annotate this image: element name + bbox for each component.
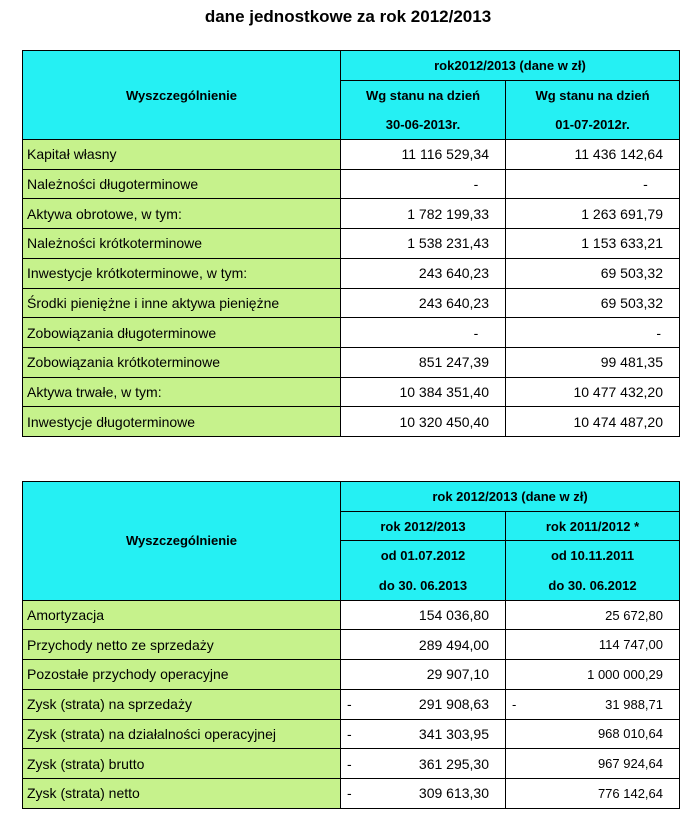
row-value-2013: 1 538 231,43 xyxy=(341,229,506,259)
row-value-2012-2013 xyxy=(341,660,506,690)
row-label: Zysk (strata) brutto xyxy=(23,749,341,779)
table-row xyxy=(23,630,680,660)
row-value-2012: 99 481,35 xyxy=(506,347,680,377)
row-label: Należności długoterminowe xyxy=(23,169,341,199)
row-label: Inwestycje długoterminowe xyxy=(23,407,341,437)
value: 29 907,10 xyxy=(426,666,489,683)
table2-col2-from: od 10.11.2011 xyxy=(506,541,680,571)
row-value-2013: 243 640,23 xyxy=(341,288,506,318)
table1-col1-date: 30-06-2013r. xyxy=(341,110,506,140)
table2-col1-to: do 30. 06.2013 xyxy=(341,571,506,601)
table2-group-header: rok 2012/2013 (dane w zł) xyxy=(341,482,680,512)
value: 776 142,64 xyxy=(597,785,664,801)
row-label: Zysk (strata) na działalności operacyjnej xyxy=(23,719,341,749)
row-value-2012-2013 xyxy=(341,600,506,630)
table-row xyxy=(23,407,680,437)
value: 154 036,80 xyxy=(418,607,489,624)
row-label: Zobowiązania długoterminowe xyxy=(23,318,341,348)
row-value-2012-2013 xyxy=(341,689,506,719)
row-value-2013: 851 247,39 xyxy=(341,347,506,377)
row-label: Zobowiązania krótkoterminowe xyxy=(23,347,341,377)
row-value-2012: 10 477 432,20 xyxy=(506,377,680,407)
row-value-2012: 10 474 487,20 xyxy=(506,407,680,437)
table-row xyxy=(23,318,680,348)
sign: - xyxy=(347,755,352,772)
value: 31 988,71 xyxy=(605,696,664,712)
table-row xyxy=(23,749,680,779)
row-value-2011-2012 xyxy=(506,689,680,719)
row-value-2011-2012 xyxy=(506,719,680,749)
table-row xyxy=(23,258,680,288)
value: 291 908,63 xyxy=(418,696,489,713)
table2-col2-to: do 30. 06.2012 xyxy=(506,571,680,601)
table1-col2-header: Wg stanu na dzień xyxy=(506,80,680,110)
sign: - xyxy=(512,696,517,712)
sign: - xyxy=(347,725,352,742)
table-row xyxy=(23,169,680,199)
row-value-2012: 1 153 633,21 xyxy=(506,229,680,259)
value: 968 010,64 xyxy=(597,726,664,742)
table-row xyxy=(23,719,680,749)
table-row xyxy=(23,229,680,259)
table2-col1-header: rok 2012/2013 xyxy=(341,511,506,541)
row-value-2011-2012 xyxy=(506,778,680,808)
row-label: Zysk (strata) na sprzedaży xyxy=(23,689,341,719)
table-row xyxy=(23,347,680,377)
row-value-2013: - xyxy=(341,318,506,348)
table1-group-header: rok2012/2013 (dane w zł) xyxy=(341,51,680,81)
value: 1 000 000,29 xyxy=(587,666,664,682)
table-row xyxy=(23,689,680,719)
balance-table xyxy=(22,50,680,437)
row-value-2013: 1 782 199,33 xyxy=(341,199,506,229)
page-title: dane jednostkowe za rok 2012/2013 xyxy=(204,7,492,26)
row-label: Pozostałe przychody operacyjne xyxy=(23,660,341,690)
row-value-2012: - xyxy=(506,169,680,199)
row-value-2013: 243 640,23 xyxy=(341,258,506,288)
table-row xyxy=(23,778,680,808)
value: 341 303,95 xyxy=(418,725,489,742)
sign: - xyxy=(347,785,352,802)
sign: - xyxy=(347,696,352,713)
value: 309 613,30 xyxy=(418,785,489,802)
row-value-2012: 69 503,32 xyxy=(506,288,680,318)
table2-label-header: Wyszczególnienie xyxy=(23,482,341,601)
table-row xyxy=(23,288,680,318)
row-label: Przychody netto ze sprzedaży xyxy=(23,630,341,660)
table2-col2-header: rok 2011/2012 * xyxy=(506,511,680,541)
row-value-2012-2013 xyxy=(341,778,506,808)
row-value-2012: 69 503,32 xyxy=(506,258,680,288)
row-label: Zysk (strata) netto xyxy=(23,778,341,808)
value: 289 494,00 xyxy=(418,636,489,653)
table-row xyxy=(23,140,680,170)
table2-col1-from: od 01.07.2012 xyxy=(341,541,506,571)
row-label: Aktywa trwałe, w tym: xyxy=(23,377,341,407)
table1-col1-header: Wg stanu na dzień xyxy=(341,80,506,110)
row-value-2012-2013 xyxy=(341,749,506,779)
row-value-2012-2013 xyxy=(341,630,506,660)
row-label: Inwestycje krótkoterminowe, w tym: xyxy=(23,258,341,288)
row-value-2011-2012 xyxy=(506,630,680,660)
value: 25 672,80 xyxy=(605,607,664,623)
row-label: Amortyzacja xyxy=(23,600,341,630)
row-value-2013: 11 116 529,34 xyxy=(341,140,506,170)
table-row xyxy=(23,199,680,229)
row-label: Środki pieniężne i inne aktywa pieniężne xyxy=(23,288,341,318)
row-value-2012-2013 xyxy=(341,719,506,749)
value: 967 924,64 xyxy=(597,756,664,772)
table-row xyxy=(23,660,680,690)
row-value-2012: 1 263 691,79 xyxy=(506,199,680,229)
row-value-2011-2012 xyxy=(506,660,680,690)
row-value-2013: 10 384 351,40 xyxy=(341,377,506,407)
value: 114 747,00 xyxy=(598,637,664,653)
value: 361 295,30 xyxy=(418,755,489,772)
table1-col2-date: 01-07-2012r. xyxy=(506,110,680,140)
row-label: Kapitał własny xyxy=(23,140,341,170)
row-value-2013: 10 320 450,40 xyxy=(341,407,506,437)
row-value-2013: - xyxy=(341,169,506,199)
table1-label-header: Wyszczególnienie xyxy=(23,51,341,140)
table-row xyxy=(23,377,680,407)
row-label: Należności krótkoterminowe xyxy=(23,229,341,259)
row-value-2012: 11 436 142,64 xyxy=(506,140,680,170)
row-value-2011-2012 xyxy=(506,749,680,779)
row-value-2012: - xyxy=(506,318,680,348)
income-table xyxy=(22,481,680,809)
row-label: Aktywa obrotowe, w tym: xyxy=(23,199,341,229)
table-row xyxy=(23,600,680,630)
row-value-2011-2012 xyxy=(506,600,680,630)
